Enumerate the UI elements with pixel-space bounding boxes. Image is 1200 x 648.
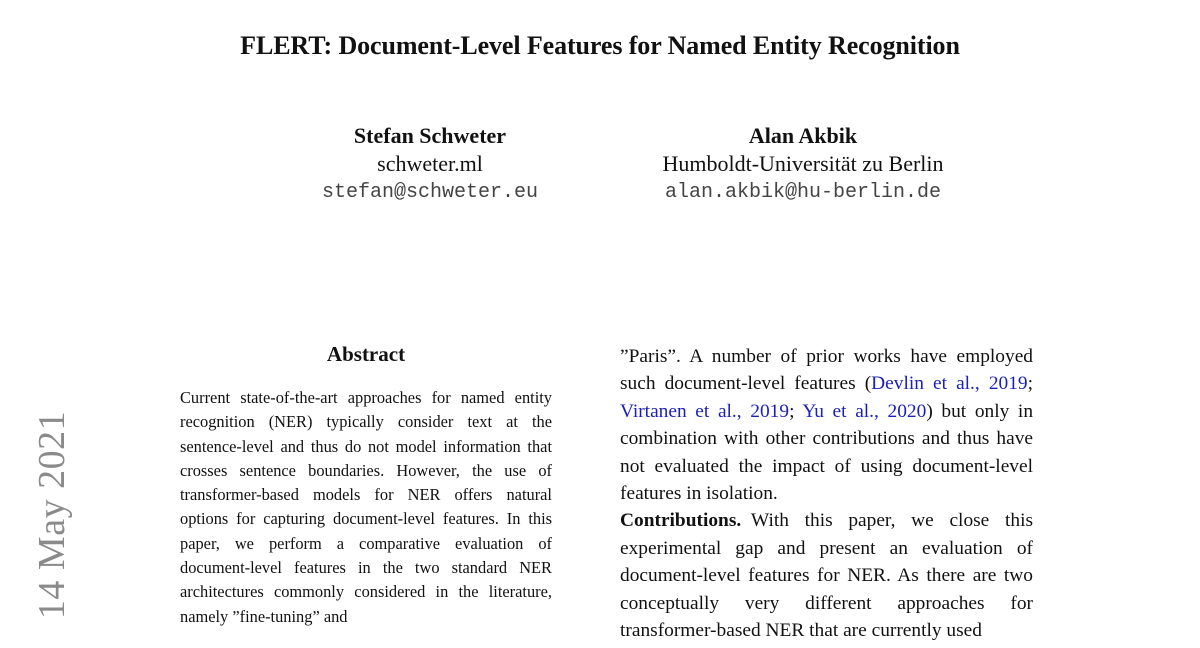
author-name: Alan Akbik <box>748 123 858 148</box>
paragraph-text: With this paper, we close this experimental gap and present an evaluation of document-level features for NER. As there are two conceptually very different approaches for transformer-based NER that are currently used <box>620 510 1033 642</box>
intro-column <box>620 343 1033 644</box>
separator: ; <box>1027 373 1033 395</box>
author-email: alan.akbik@hu-berlin.de <box>664 181 942 204</box>
author-name: Stefan Schweter <box>353 123 507 148</box>
author-email: stefan@schweter.eu <box>321 181 539 204</box>
contributions-label: Contributions. <box>620 510 742 532</box>
paper-title: FLERT: Document-Level Features for Named Entity Recognition <box>240 31 960 60</box>
arxiv-date-stamp: 14 May 2021 <box>31 410 73 620</box>
separator: ; <box>789 400 803 422</box>
paragraph-text: ) but only in combination with other contributions and thus have not evaluated the impact of using document-level features in isolation. <box>620 400 1034 505</box>
author-block-schweter <box>230 122 630 208</box>
author-affiliation: schweter.ml <box>377 151 483 176</box>
abstract-body: Current state-of-the-art approaches for named entity recognition (NER) typically consider text at the sentence-level and thus do not model information that crosses sentence boundaries. However, the use of transformer-based models for NER offers natural options for capturing document-level features. In this paper, we perform a comparative evaluation of document-level features in the two standard NER architectures commonly considered in the literature, namely ”fine-tuning” and <box>180 388 552 626</box>
contributions-paragraph <box>620 507 1033 644</box>
citation-link[interactable]: Yu et al., 2020 <box>802 400 927 422</box>
citation-link[interactable]: Devlin et al., 2019 <box>871 373 1028 395</box>
intro-paragraph <box>620 343 1033 507</box>
paragraph-text: ”Paris”. A number of prior works have employed such document-level features ( <box>620 346 1033 395</box>
abstract-heading: Abstract <box>326 342 406 366</box>
author-affiliation: Humboldt-Universität zu Berlin <box>662 151 944 176</box>
author-block-akbik <box>603 122 1003 208</box>
citation-link[interactable]: Virtanen et al., 2019 <box>620 400 790 422</box>
